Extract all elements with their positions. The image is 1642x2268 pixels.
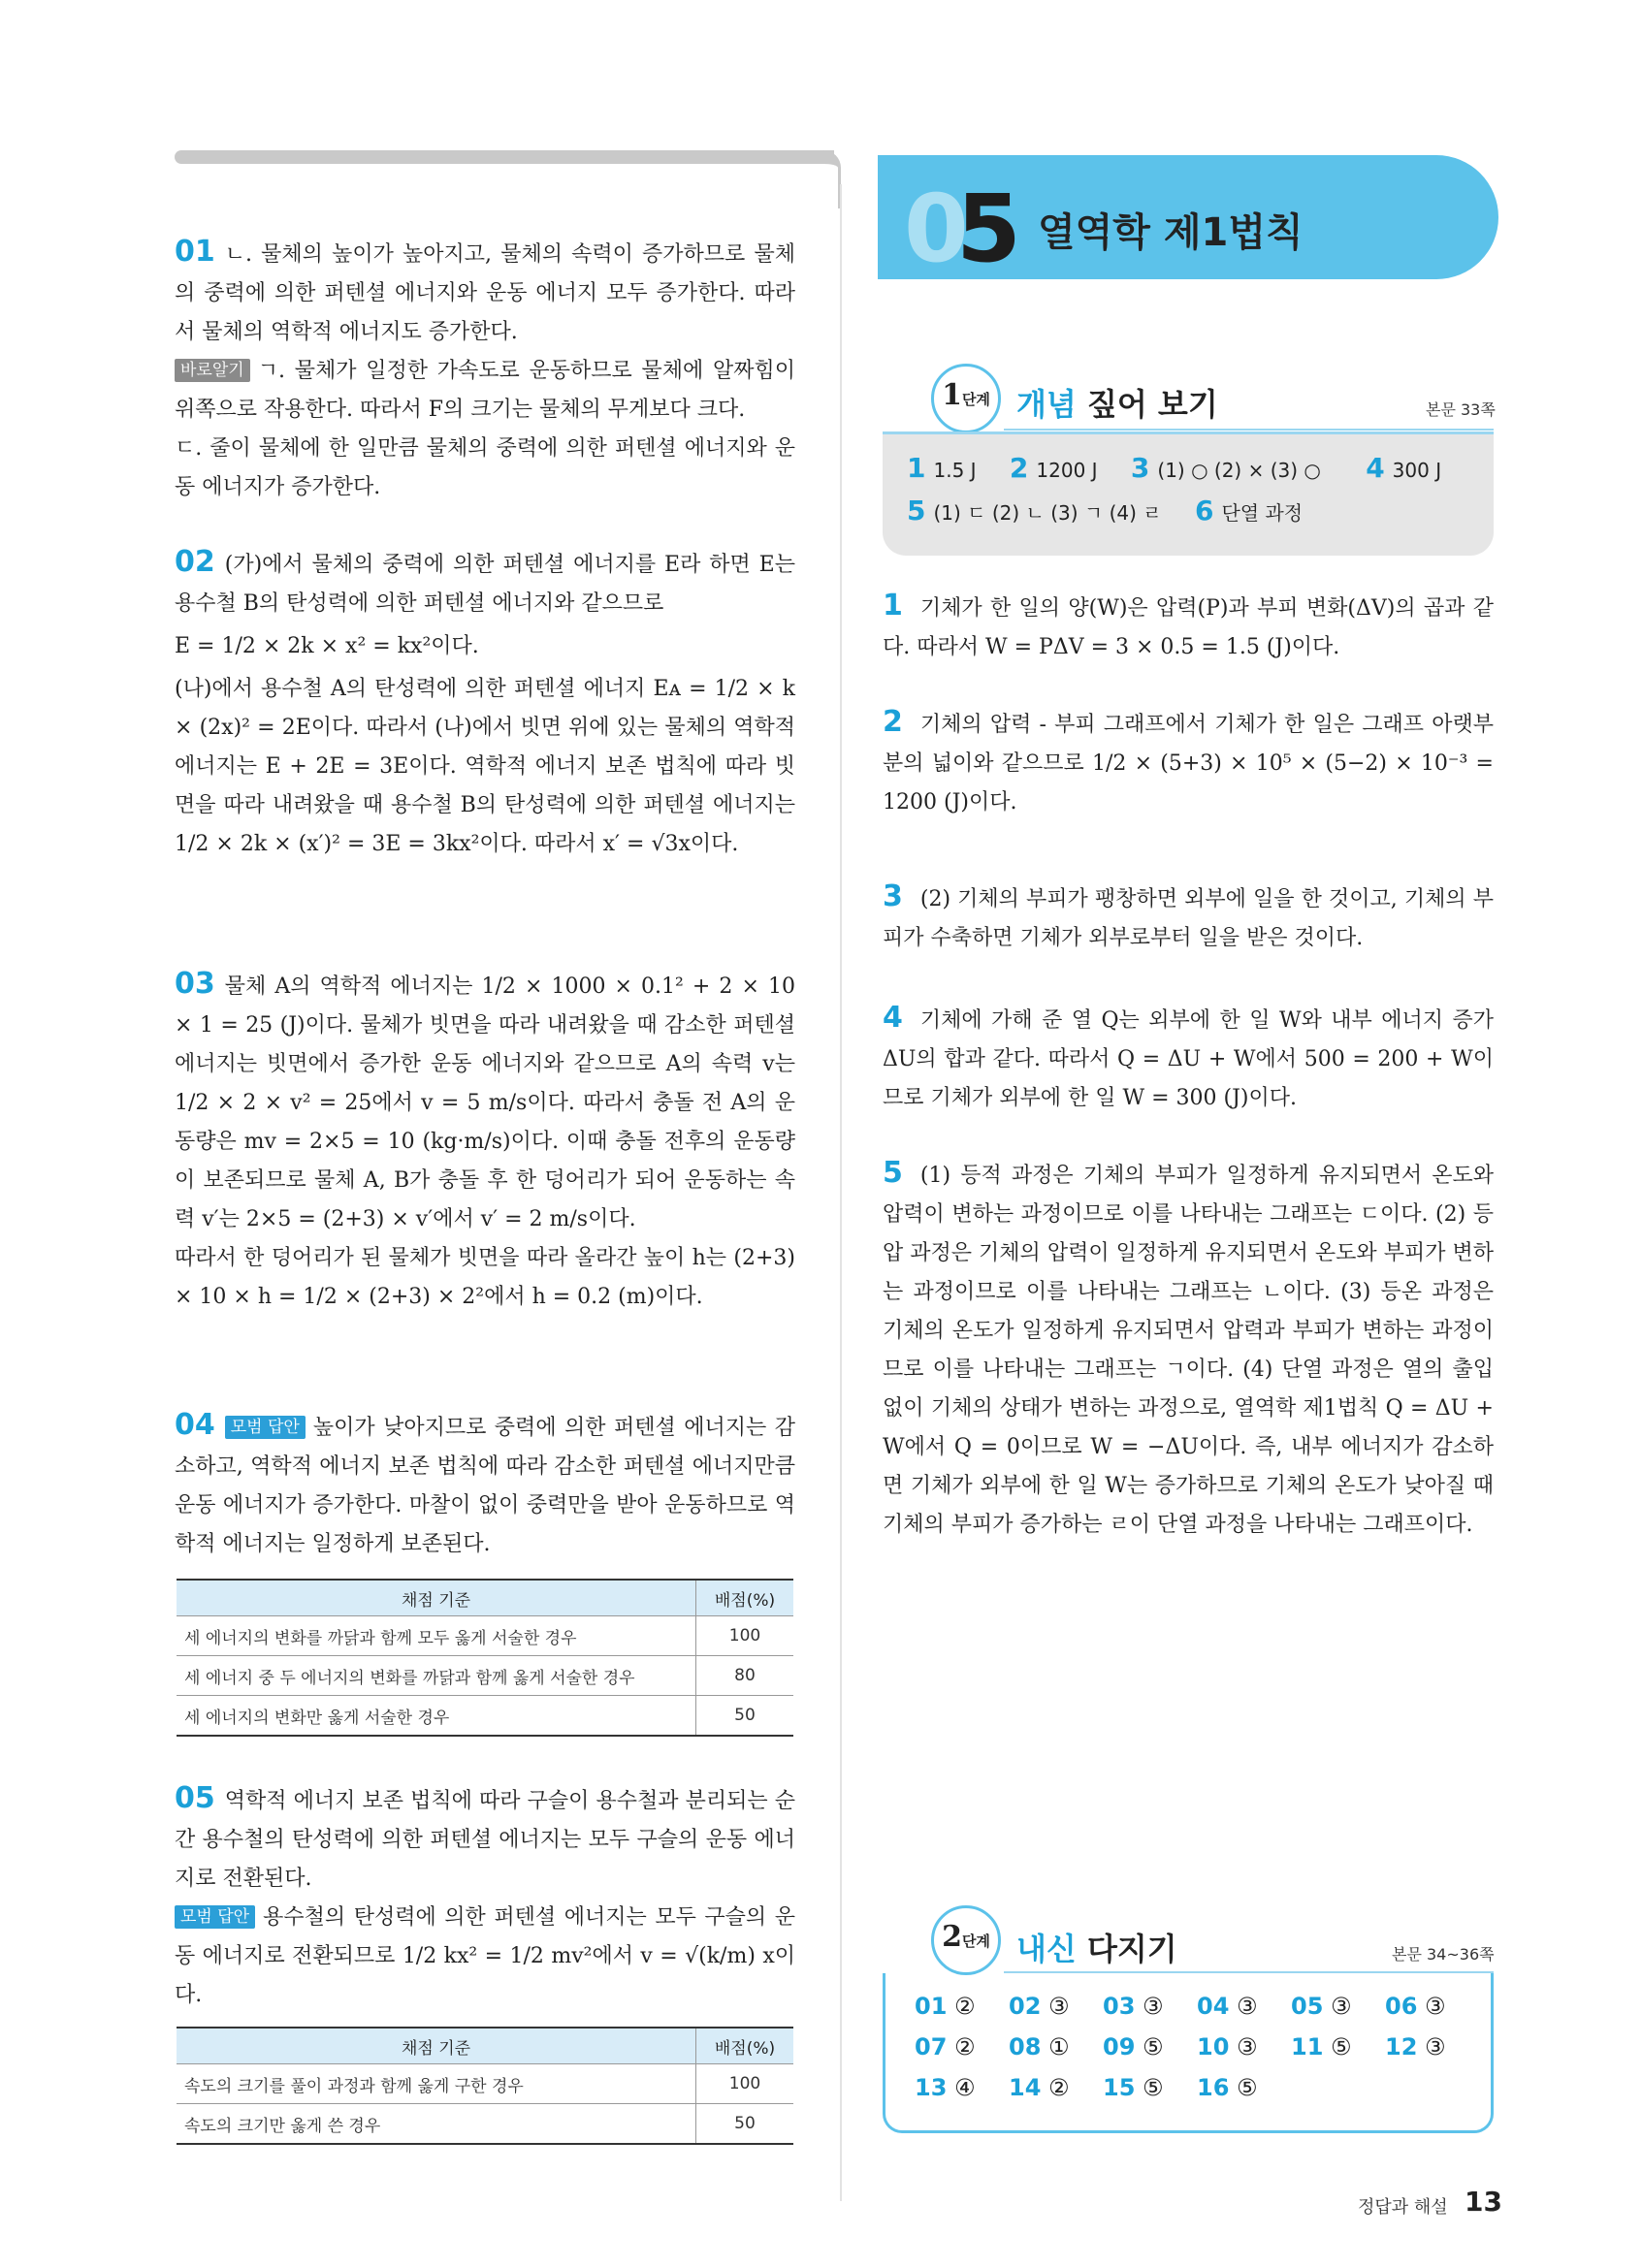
table-header-criteria: 채점 기준 xyxy=(177,1580,696,1616)
score-cell: 100 xyxy=(696,1616,794,1656)
question-number: 03 xyxy=(175,967,215,1001)
top-rule xyxy=(175,150,834,164)
answer-cell: 04 ③ xyxy=(1197,1993,1258,2020)
answer-cell: 14 ② xyxy=(1009,2074,1070,2101)
model-answer-tag: 모범 답안 xyxy=(175,1905,255,1929)
answer-cell: 12 ③ xyxy=(1385,2033,1446,2060)
answer-cell: 09 ⑤ xyxy=(1103,2033,1164,2060)
answer-cell: 02 ③ xyxy=(1009,1993,1070,2020)
table-row xyxy=(177,1696,793,1737)
chapter-number-zero: 0 xyxy=(904,175,969,283)
correction-tag: 바로알기 xyxy=(175,359,250,382)
answer-04 xyxy=(175,1406,795,1564)
footer-label: 정답과 해설 xyxy=(1358,2197,1448,2218)
chapter-number: 5 xyxy=(956,175,1021,283)
table-row xyxy=(177,2104,793,2145)
score-cell: 50 xyxy=(696,1696,794,1737)
stage2-answers xyxy=(883,1973,1494,2133)
table-header-score: 배점(%) xyxy=(696,2028,794,2064)
answer-02 xyxy=(175,543,795,864)
answer-cell: 06 ③ xyxy=(1385,1993,1446,2020)
answer-cell: 13 ④ xyxy=(915,2074,976,2101)
answer-05 xyxy=(175,1779,795,2015)
answers-row: 5 (1) ㄷ (2) ㄴ (3) ㄱ (4) ㄹ 6 단열 과정 xyxy=(907,495,1304,527)
explanation-3: 3 (2) 기체의 부피가 팽창하면 외부에 일을 한 것이고, 기체의 부피가 수축하면 기체가 외부로부터 일을 받은 것이다. xyxy=(883,879,1494,950)
answer-cell: 07 ② xyxy=(915,2033,976,2060)
answer-text: (가)에서 물체의 중력에 의한 퍼텐셜 에너지를 E라 하면 E는 용수철 B의 탄성력에 의한 퍼텐셜 에너지와 같으므로 xyxy=(175,553,795,616)
criteria-cell: 세 에너지의 변화만 옳게 서술한 경우 xyxy=(177,1696,696,1737)
stage1-ref: 본문 33쪽 xyxy=(1426,400,1496,419)
answer-text: 역학적 에너지 보존 법칙에 따라 구슬이 용수철과 분리되는 순간 용수철의 탄성력에 의한 퍼텐셜 에너지는 모두 구슬의 운동 에너지로 전환된다. xyxy=(175,1789,795,1891)
answer-01 xyxy=(175,233,795,507)
stage2-ref: 본문 34~36쪽 xyxy=(1392,1945,1495,1964)
model-answer-tag: 모범 답안 xyxy=(225,1416,306,1439)
table-row xyxy=(177,1656,793,1696)
grading-table-04 xyxy=(177,1579,793,1737)
equation: E = 1/2 × 2k × x² = kx²이다. xyxy=(175,634,479,658)
score-cell: 100 xyxy=(696,2064,794,2104)
grading-table-05 xyxy=(177,2027,793,2145)
question-number: 02 xyxy=(175,545,215,579)
stage1-answers xyxy=(883,431,1494,556)
explanation-4: 4 기체에 가해 준 열 Q는 외부에 한 일 W와 내부 에너지 증가 ΔU의 합과 같다. 따라서 Q = ΔU + W에서 500 = 200 + W이므로 기체가 외부에 한 일 W = 300 (J)이다. xyxy=(883,1001,1494,1110)
score-cell: 50 xyxy=(696,2104,794,2145)
explanation-2: 2 기체의 압력 - 부피 그래프에서 기체가 한 일은 그래프 아랫부분의 넓이와 같으므로 1/2 × (5+3) × 10⁵ × (5−2) × 10⁻³ = 1200 (J)이다. xyxy=(883,705,1494,815)
page-number: 13 xyxy=(1465,2186,1502,2218)
explanation-1: 1 기체가 한 일의 양(W)은 압력(P)과 부피 변화(ΔV)의 곱과 같다. 따라서 W = PΔV = 3 × 0.5 = 1.5 (J)이다. xyxy=(883,589,1494,659)
answer-text: 용수철의 탄성력에 의한 퍼텐셜 에너지는 모두 구슬의 운동 에너지로 전환되므로 1/2 kx² = 1/2 mv²에서 v = √(k/m) x이다. xyxy=(175,1905,795,2007)
answer-cell: 16 ⑤ xyxy=(1197,2074,1258,2101)
table-header-score: 배점(%) xyxy=(696,1580,794,1616)
stage1-title: 개념 짚어 보기 xyxy=(1016,386,1218,423)
stage1-badge: 1단계 xyxy=(931,364,1001,433)
criteria-cell: 세 에너지의 변화를 까닭과 함께 모두 옳게 서술한 경우 xyxy=(177,1616,696,1656)
column-divider xyxy=(840,184,842,2201)
stage1-underline xyxy=(1004,429,1494,431)
answer-cell: 15 ⑤ xyxy=(1103,2074,1164,2101)
question-number: 04 xyxy=(175,1408,215,1442)
answer-cell: 08 ① xyxy=(1009,2033,1070,2060)
answer-text: 물체 A의 역학적 에너지는 1/2 × 1000 × 0.1² + 2 × 10 × 1 = 25 (J)이다. 물체가 빗면을 따라 내려왔을 때 감소한 퍼텐셜 에너지는 빗면에서 증가한 운동 에너지와 같으므로 A의 속력 v는 1/2 × 2 × v² = 25에서 v = 5 m/s이다. 따라서 충돌 전 A의 운동량은 mv = 2×5 = 10 (kg·m/s)이다. 이때 충돌 전후의 운동량이 보존되므로 물체 A, B가 충돌 후 한 덩어리가 되어 운동하는 속력 v′는 2×5 = (2+3) × v′에서 v′ = 2 m/s이다. xyxy=(175,974,795,1231)
answer-cell: 10 ③ xyxy=(1197,2033,1258,2060)
answer-text: (나)에서 용수철 A의 탄성력에 의한 퍼텐셜 에너지 Eᴀ = 1/2 × k × (2x)² = 2E이다. 따라서 (나)에서 빗면 위에 있는 물체의 역학적 에너지는 E + 2E = 3E이다. 역학적 에너지 보존 법칙에 따라 빗면을 따라 내려왔을 때 용수철 B의 탄성력에 의한 퍼텐셜 에너지는 1/2 × 2k × (x′)² = 3E = 3kx²이다. 따라서 x′ = √3x이다. xyxy=(175,677,795,856)
top-rule-curve xyxy=(820,150,841,208)
answer-cell: 03 ③ xyxy=(1103,1993,1164,2020)
answer-text: ㄷ. 줄이 물체에 한 일만큼 물체의 중력에 의한 퍼텐셜 에너지와 운동 에너지가 증가한다. xyxy=(175,436,795,499)
stage2-title: 내신 다지기 xyxy=(1016,1931,1177,1967)
answer-text: 높이가 낮아지므로 중력에 의한 퍼텐셜 에너지는 감소하고, 역학적 에너지 보존 법칙에 따라 감소한 퍼텐셜 에너지만큼 운동 에너지가 증가한다. 마찰이 없이 중력만을 받아 운동하므로 역학적 에너지는 일정하게 보존된다. xyxy=(175,1416,795,1556)
answer-cell: 05 ③ xyxy=(1291,1993,1352,2020)
explanation-5: 5 (1) 등적 과정은 기체의 부피가 일정하게 유지되면서 온도와 압력이 변하는 과정이므로 이를 나타내는 그래프는 ㄷ이다. (2) 등압 과정은 기체의 압력이 일정하게 유지되면서 온도와 부피가 변하는 과정이므로 이를 나타내는 그래프는 ㄴ이다. (3) 등온 과정은 기체의 온도가 일정하게 유지되면서 압력과 부피가 변하는 과정이므로 이를 나타내는 그래프는 ㄱ이다. (4) 단열 과정은 열의 출입 없이 기체의 상태가 변하는 과정으로, 열역학 제1법칙 Q = ΔU + W에서 Q = 0이므로 W = −ΔU이다. 즉, 내부 에너지가 감소하면 기체가 외부에 한 일 W는 증가하므로 기체의 온도가 낮아질 때 기체의 부피가 증가하는 ㄹ이 단열 과정을 나타내는 그래프이다. xyxy=(883,1156,1494,1537)
answer-text: ㄴ. 물체의 높이가 높아지고, 물체의 속력이 증가하므로 물체의 중력에 의한 퍼텐셜 에너지와 운동 에너지 모두 증가한다. 따라서 물체의 역학적 에너지도 증가한다. xyxy=(175,242,795,344)
table-row xyxy=(177,2064,793,2104)
answer-cell: 01 ② xyxy=(915,1993,976,2020)
stage2-badge: 2단계 xyxy=(931,1905,1001,1975)
answer-text: ㄱ. 물체가 일정한 가속도로 운동하므로 물체에 알짜힘이 위쪽으로 작용한다. 따라서 F의 크기는 물체의 무게보다 크다. xyxy=(175,359,795,422)
table-header-criteria: 채점 기준 xyxy=(177,2028,696,2064)
score-cell: 80 xyxy=(696,1656,794,1696)
question-number: 01 xyxy=(175,235,215,269)
criteria-cell: 속도의 크기만 옳게 쓴 경우 xyxy=(177,2104,696,2145)
chapter-title: 열역학 제1법칙 xyxy=(1038,210,1304,255)
answer-cell: 11 ⑤ xyxy=(1291,2033,1352,2060)
answer-03 xyxy=(175,965,795,1317)
question-number: 05 xyxy=(175,1781,215,1815)
criteria-cell: 속도의 크기를 풀이 과정과 함께 옳게 구한 경우 xyxy=(177,2064,696,2104)
table-row xyxy=(177,1616,793,1656)
answers-row: 1 1.5 J 2 1200 J 3 (1) ○ (2) × (3) ○ 4 300 J xyxy=(907,452,1442,484)
answer-text: 따라서 한 덩어리가 된 물체가 빗면을 따라 올라간 높이 h는 (2+3) × 10 × h = 1/2 × (2+3) × 2²에서 h = 0.2 (m)이다. xyxy=(175,1246,795,1309)
criteria-cell: 세 에너지 중 두 에너지의 변화를 까닭과 함께 옳게 서술한 경우 xyxy=(177,1656,696,1696)
